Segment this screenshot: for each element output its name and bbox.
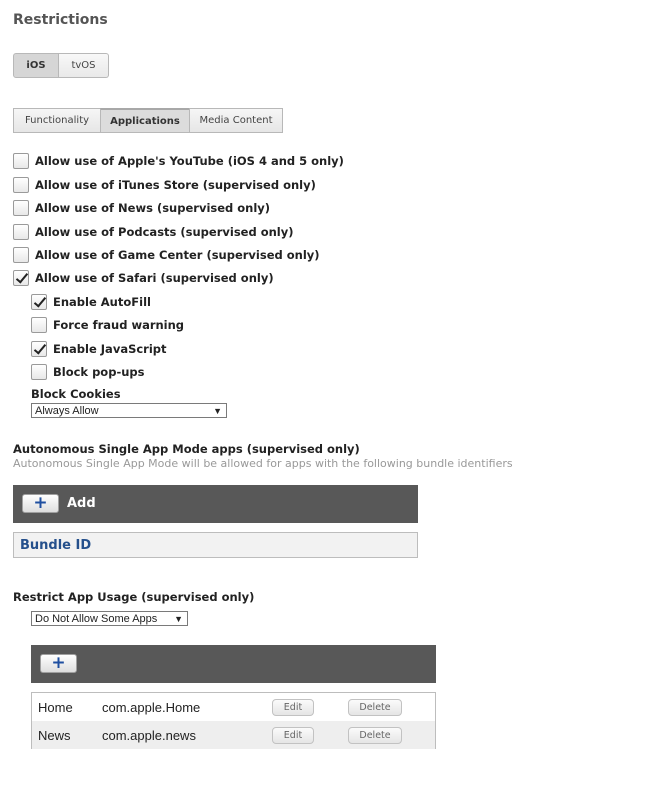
option-label: Enable JavaScript xyxy=(53,342,167,356)
table-row xyxy=(32,693,435,721)
edit-button[interactable]: Edit xyxy=(272,727,314,744)
delete-button[interactable]: Delete xyxy=(348,727,402,744)
select-value: Do Not Allow Some Apps xyxy=(35,612,158,625)
option-label: Enable AutoFill xyxy=(53,295,151,309)
option-fraud-warning xyxy=(31,316,184,334)
option-label: Allow use of Apple's YouTube (iOS 4 and 5 only) xyxy=(35,154,344,168)
app-name: Home xyxy=(38,699,73,715)
app-bundle-id: com.apple.Home xyxy=(102,699,201,715)
table-row xyxy=(32,721,435,749)
tab-tvos[interactable]: tvOS xyxy=(59,53,109,78)
plus-icon: + xyxy=(51,653,66,673)
option-youtube xyxy=(13,152,344,170)
option-autofill xyxy=(31,293,151,311)
block-cookies-label: Block Cookies xyxy=(31,387,121,401)
autofill-checkbox[interactable] xyxy=(31,294,47,310)
option-label: Allow use of Podcasts (supervised only) xyxy=(35,225,294,239)
restrict-usage-select[interactable] xyxy=(31,611,188,626)
restrict-usage-add-button[interactable] xyxy=(40,654,77,673)
block-popups-checkbox[interactable] xyxy=(31,364,47,380)
asam-title: Autonomous Single App Mode apps (supervised only) xyxy=(13,442,360,456)
chevron-down-icon: ▼ xyxy=(213,405,222,416)
option-javascript xyxy=(31,340,167,358)
plus-icon: + xyxy=(33,493,48,513)
itunes-store-checkbox[interactable] xyxy=(13,177,29,193)
app-bundle-id: com.apple.news xyxy=(102,727,196,743)
restricted-apps-table xyxy=(31,692,436,749)
option-itunes-store xyxy=(13,176,316,194)
news-checkbox[interactable] xyxy=(13,200,29,216)
safari-checkbox[interactable] xyxy=(13,270,29,286)
game-center-checkbox[interactable] xyxy=(13,247,29,263)
option-label: Allow use of Game Center (supervised only) xyxy=(35,248,320,262)
option-label: Allow use of iTunes Store (supervised only) xyxy=(35,178,316,192)
block-cookies-select[interactable] xyxy=(31,403,227,418)
option-news xyxy=(13,199,270,217)
asam-toolbar xyxy=(13,485,418,523)
tab-media-content[interactable]: Media Content xyxy=(189,108,283,133)
asam-subtitle: Autonomous Single App Mode will be allowed for apps with the following bundle identifiers xyxy=(13,457,513,470)
tab-applications[interactable]: Applications xyxy=(100,108,190,133)
option-label: Force fraud warning xyxy=(53,318,185,332)
select-value: Always Allow xyxy=(35,404,99,417)
tab-ios[interactable]: iOS xyxy=(13,53,59,78)
option-label: Block pop-ups xyxy=(53,365,145,379)
restrict-usage-title: Restrict App Usage (supervised only) xyxy=(13,590,255,604)
option-game-center xyxy=(13,246,320,264)
javascript-checkbox[interactable] xyxy=(31,341,47,357)
option-block-popups xyxy=(31,363,144,381)
option-podcasts xyxy=(13,223,293,241)
option-label: Allow use of News (supervised only) xyxy=(35,201,271,215)
section-tabs xyxy=(13,108,282,133)
asam-add-label: Add xyxy=(67,496,96,511)
option-safari xyxy=(13,269,274,287)
chevron-down-icon: ▼ xyxy=(174,613,183,624)
fraud-warning-checkbox[interactable] xyxy=(31,317,47,333)
asam-add-button[interactable] xyxy=(22,494,59,513)
page-title: Restrictions xyxy=(13,12,108,28)
option-label: Allow use of Safari (supervised only) xyxy=(35,271,274,285)
tab-functionality[interactable]: Functionality xyxy=(13,108,101,133)
edit-button[interactable]: Edit xyxy=(272,699,314,716)
podcasts-checkbox[interactable] xyxy=(13,224,29,240)
delete-button[interactable]: Delete xyxy=(348,699,402,716)
app-name: News xyxy=(38,727,71,743)
restrict-usage-toolbar xyxy=(31,645,436,683)
bundle-id-column-header: Bundle ID xyxy=(13,532,418,558)
platform-switcher xyxy=(13,53,109,78)
youtube-checkbox[interactable] xyxy=(13,153,29,169)
